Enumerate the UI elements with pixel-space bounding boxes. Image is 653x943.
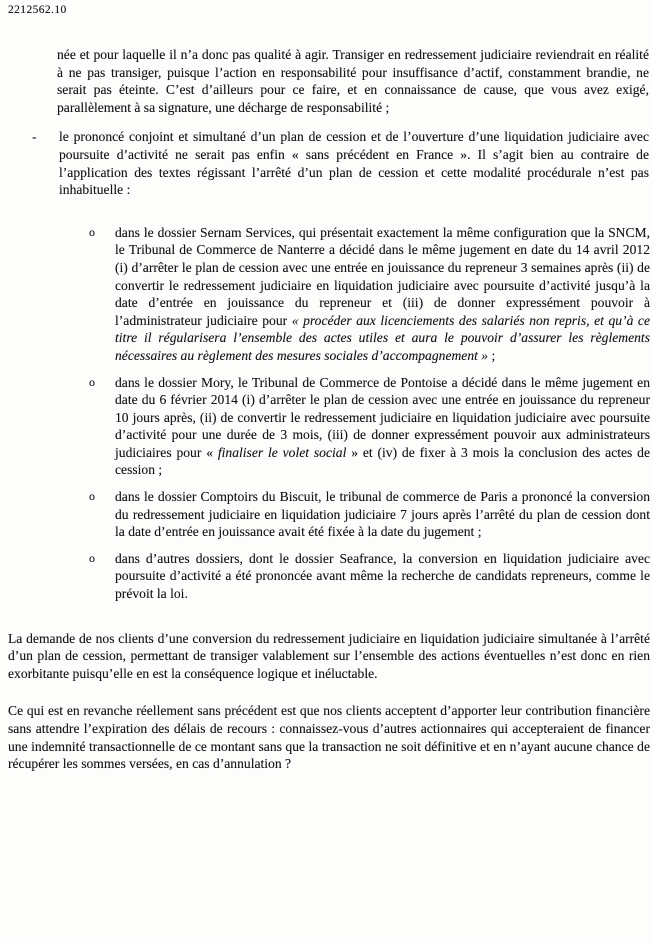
text-segment: dans le dossier Mory, le Tribunal de Commerce de Pontoise a décidé dans le même jugement en date du 6 février 2014 (i) d’arrêter le plan de cession avec une entrée en jouissance du repreneur 10 jours après, (ii) de convertir le redressement judiciaire en liquidation judiciaire avec poursuite d’activité pour une durée de 3 mois, (iii) de donner expressément pouvoir aux administrateurs judiciaires pour « [115,374,650,460]
paragraph-demande-clients: La demande de nos clients d’une conversion du redressement judiciaire en liquidation judiciaire simultanée à l’arrêté d’un plan de cession, permettant de transiger valablement sur l’ensemble des actions éventuelles n’est donc en rien exorbitante puisqu’elle en est la conséquence logique et inéluctable. [8,630,650,681]
circle-bullet-marker: o [89,224,95,239]
paragraph-intro: née et pour laquelle il n’a donc pas qualité à agir. Transiger en redressement judiciaire reviendrait en réalité à ne pas transiger, puisque l’action en responsabilité pour insuffisance d’actif, constamment brandie, ne serait pas éteinte. C’est d’ailleurs pour ce faire, et en connaissance de cause, que vous avez exigé, parallèlement à sa signature, une décharge de responsabilité ; [57,47,649,115]
circle-bullet-marker: o [89,489,95,504]
text-segment: » et (iv) de fixer à 3 mois la conclusion des actes de cession ; [115,444,651,478]
sub-bullet-seafrance [89,550,650,603]
sub-bullet-mory-text [115,374,650,480]
circle-bullet-marker: o [89,550,95,565]
sub-bullet-sernam-text [115,224,650,365]
paragraph-sans-precedent: Ce qui est en revanche réellement sans précédent est que nos clients acceptent d’apporter leur contribution financière sans attendre l’expiration des délais de recours : connaissez-vous d’autres actionnaires qui accepteraient de financer une indemnité transactionnelle de ce montant sans que la transaction ne soit définitive et en n’ayant aucune chance de récupérer les sommes versées, en cas d’annulation ? [8,703,650,772]
sub-bullet-sernam [89,224,650,365]
sub-bullet-mory [89,374,650,480]
dash-bullet-marker: - [32,129,37,145]
quoted-italic-segment: finaliser le volet social [217,444,347,460]
circle-bullet-marker: o [89,374,95,389]
sub-bullet-comptoirs [89,488,650,541]
sub-bullet-seafrance-text: dans d’autres dossiers, dont le dossier Seafrance, la conversion en liquidation judiciaire avec poursuite d’activité a été prononcée avant même la recherche de candidats repreneurs, comme le prévoit la loi. [115,550,650,602]
quoted-italic-segment: « procéder aux licenciements des salariés non repris, et qu’à ce titre il régularisera l’ensemble des actes utiles et aura le pouvoir d’assurer les règlements nécessaires au règlement des mesures sociales d’accompagnement » [115,312,650,363]
dash-item-text: le prononcé conjoint et simultané d’un plan de cession et de l’ouverture d’une liquidation judiciaire avec poursuite d’activité ne serait pas enfin « sans précédent en France ». Il s’agit bien au contraire de l’application des textes régissant l’arrêté d’un plan de cession et cette modalité procédurale n’est pas inhabituelle : [59,129,649,198]
dash-list-item [32,128,649,198]
text-segment: dans le dossier Sernam Services, qui présentait exactement la même configuration que la SNCM, le Tribunal de Commerce de Nanterre a décidé dans le même jugement en date du 14 avril 2012 (i) d’arrêter le plan de cession avec une entrée en jouissance du repreneur 3 semaines après (ii) de convertir le redressement judiciaire en liquidation judiciaire avec poursuite d’activité jusqu’à la date d’entrée en jouissance du repreneur et (iii) de donner expressément pouvoir à l’administrateur judiciaire pour [115,224,650,328]
document-reference-number: 2212562.10 [8,4,67,16]
sub-bullet-comptoirs-text: dans le dossier Comptoirs du Biscuit, le tribunal de commerce de Paris a prononcé la conversion du redressement judiciaire en liquidation judiciaire 7 jours après l’arrêté du plan de cession dont la date d’entrée en jouissance avait été fixée à la date du jugement ; [115,489,650,540]
text-segment: ; [488,347,496,363]
